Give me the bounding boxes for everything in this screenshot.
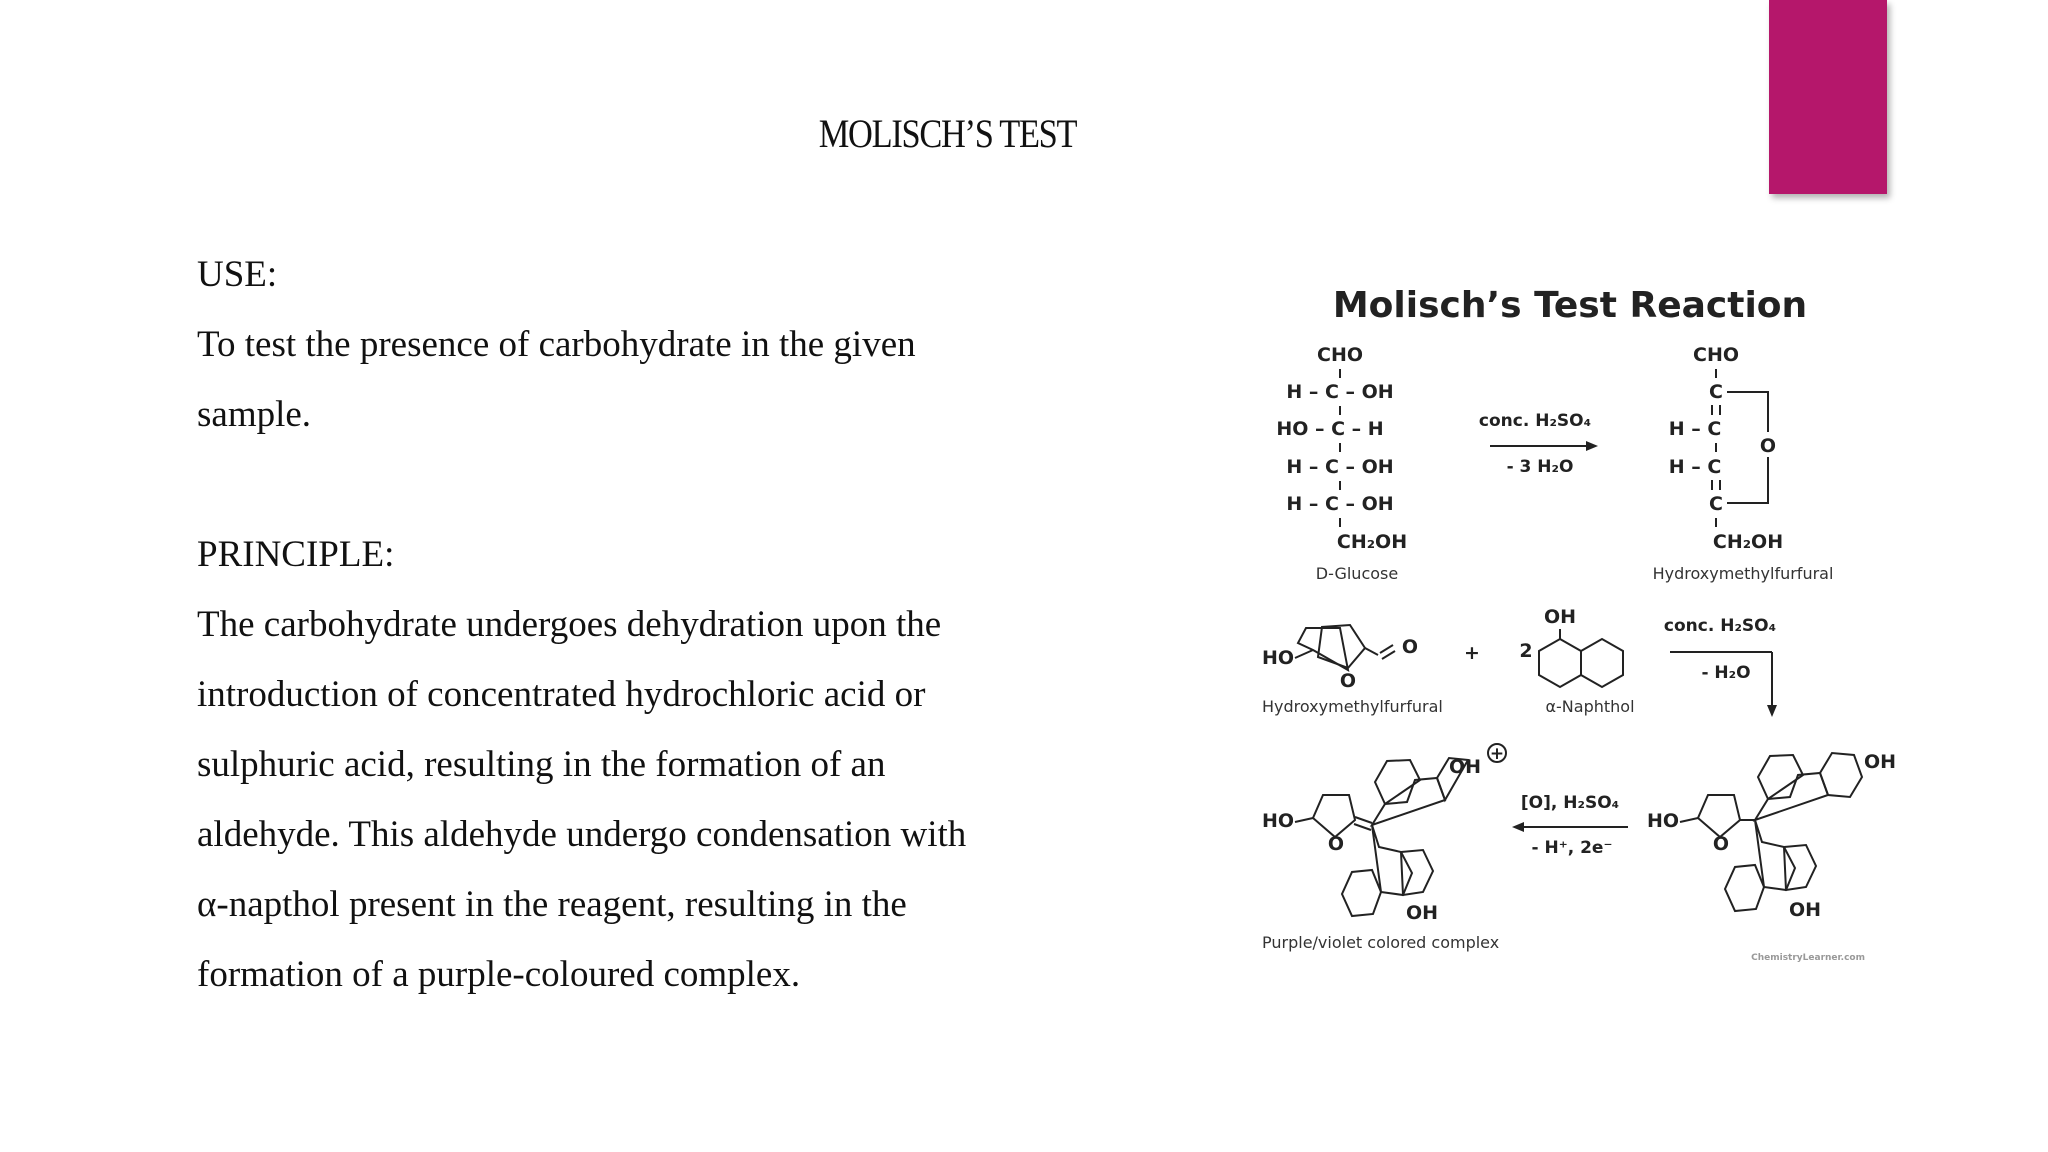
use-line: sample. [197, 394, 312, 435]
principle-line: sulphuric acid, resulting in the formation of an [197, 744, 886, 785]
glucose-row: HO – C – H [1276, 418, 1384, 440]
principle-heading: PRINCIPLE: [197, 534, 395, 575]
intermediate-oh-top: OH [1863, 751, 1897, 773]
principle-line: α-napthol present in the reagent, resulting in the [197, 884, 907, 925]
plus-sign: + [1464, 642, 1480, 664]
principle-line: formation of a purple-coloured complex. [197, 954, 801, 995]
figure-watermark: ChemistryLearner.com [1751, 953, 1865, 963]
product-oh-bottom: OH [1405, 902, 1439, 924]
arrow-head-icon [1586, 441, 1598, 451]
hmf-c1: C [1709, 381, 1723, 403]
naphthol-caption: α-Naphthol [1545, 697, 1635, 716]
intermediate-ring-oxygen: O [1712, 833, 1730, 855]
glucose-row: H – C – OH [1286, 456, 1394, 478]
intermediate-oh-bottom: OH [1788, 899, 1822, 921]
figure-title: Molisch’s Test Reaction [1332, 285, 1808, 326]
reaction-figure [1250, 275, 1897, 980]
row2-ring-oxygen: O [1339, 670, 1357, 692]
product-ring-oxygen: O [1327, 833, 1345, 855]
arrow-head-icon [1767, 705, 1777, 717]
glucose-structure [1276, 344, 1407, 583]
product-oh-top: OH [1448, 756, 1482, 778]
step1-reagent: conc. H₂SO₄ [1478, 411, 1592, 431]
hmf-ring-oxygen: O [1759, 435, 1777, 457]
row2-ho: HO [1262, 647, 1295, 669]
step3-arrow [1512, 793, 1628, 858]
naphthol-oh: OH [1543, 606, 1577, 628]
product-ho: HO [1262, 810, 1295, 832]
row2-carbonyl-oxygen: O [1401, 636, 1419, 658]
naphthol-structure [1539, 606, 1635, 716]
step2-arrow [1664, 616, 1777, 717]
glucose-caption: D-Glucose [1315, 564, 1399, 583]
glucose-top: CHO [1317, 344, 1363, 366]
body-text [197, 240, 1037, 1010]
naphthol-coefficient: 2 [1519, 640, 1533, 662]
principle-line: aldehyde. This aldehyde undergo condensation with [197, 814, 967, 855]
step3-reagent: [O], H₂SO₄ [1520, 793, 1620, 813]
product-structure [1262, 744, 1506, 952]
slide-title: MOLISCH’S TEST [818, 111, 1077, 156]
hmf-bottom: CH₂OH [1712, 531, 1784, 553]
accent-tab [1769, 0, 1887, 194]
step1-loss: - 3 H₂O [1506, 457, 1574, 477]
hmf-row: H – C [1668, 456, 1722, 478]
glucose-bottom: CH₂OH [1336, 531, 1408, 553]
row2-hmf-caption: Hydroxymethylfurfural [1262, 697, 1443, 716]
principle-line: introduction of concentrated hydrochloric acid or [197, 674, 926, 715]
hmf-row: H – C [1668, 418, 1722, 440]
use-line: To test the presence of carbohydrate in the given [197, 324, 916, 365]
product-charge: + [1489, 744, 1505, 764]
intermediate-structure [1647, 751, 1896, 921]
arrow-head-icon [1512, 822, 1524, 832]
step2-reagent: conc. H₂SO₄ [1663, 616, 1777, 636]
use-heading: USE: [197, 254, 278, 295]
step3-loss: - H⁺, 2e⁻ [1531, 838, 1613, 858]
principle-line: The carbohydrate undergoes dehydration upon the [197, 604, 942, 645]
step1-arrow [1479, 411, 1598, 477]
step2-loss: - H₂O [1701, 663, 1751, 683]
hmf-chain-structure [1653, 344, 1834, 583]
product-caption: Purple/violet colored complex [1262, 933, 1500, 952]
reaction-diagram [1250, 275, 1897, 980]
glucose-row: H – C – OH [1286, 381, 1394, 403]
hmf-c4: C [1709, 493, 1723, 515]
hmf-top: CHO [1693, 344, 1739, 366]
hmf-furan-structure [1262, 625, 1443, 716]
hmf-caption: Hydroxymethylfurfural [1652, 564, 1834, 583]
glucose-row: H – C – OH [1286, 493, 1394, 515]
intermediate-ho: HO [1647, 810, 1680, 832]
spacer [197, 450, 1037, 520]
